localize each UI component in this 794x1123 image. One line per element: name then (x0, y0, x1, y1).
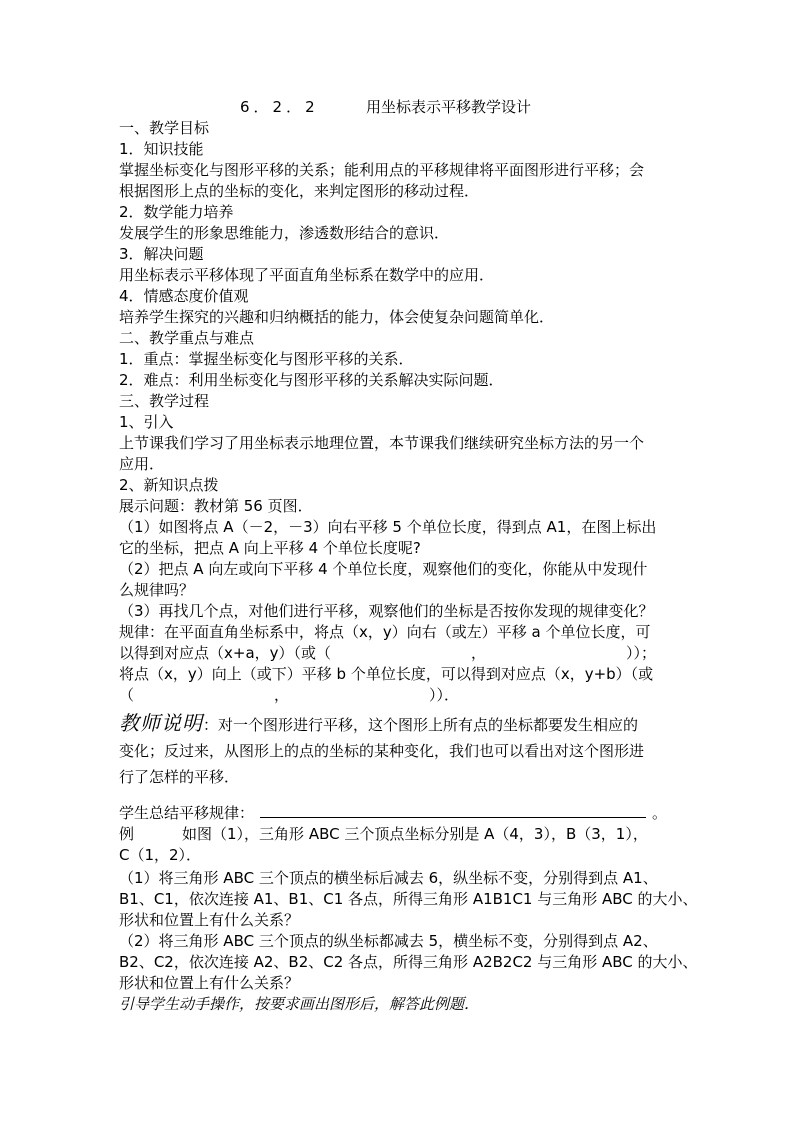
teacher-note-line-2: 变化；反过来，从图形上的点的坐标的某种变化，我们也可以看出对这个图形进 (119, 742, 645, 760)
question-1-line-1: （1）如图将点 A（－2，－3）向右平移 5 个单位长度，得到点 A1，在图上标出 (119, 518, 657, 536)
title-text: 用坐标表示平移教学设计 (366, 98, 532, 116)
subheading-problem-solving: 3．解决问题 (119, 245, 204, 263)
subheading-attitude: 4．情感态度价值观 (119, 287, 249, 305)
paragraph-intro-1: 上节课我们学习了用坐标表示地理位置，本节课我们继续研究坐标方法的另一个 (119, 434, 645, 452)
teacher-note-label: 教师说明 (119, 711, 203, 735)
example-part-2-line-2: B2、C2，依次连接 A2、B2、C2 各点，所得三角形 A2B2C2 与三角形 ABC 的大小、 (119, 953, 698, 971)
rule-line-4-start: （ (119, 686, 135, 704)
example-part-2-line-3: 形状和位置上有什么关系？ (119, 974, 300, 992)
step-intro-heading: 1、引入 (119, 413, 174, 431)
section-heading-process: 三、教学过程 (119, 392, 210, 410)
example-part-1-line-2: B1、C1，依次连接 A1、B1、C1 各点，所得三角形 A1B1C1 与三角形 ABC 的大小、 (119, 890, 698, 908)
key-point-2: 2．难点：利用坐标变化与图形平移的关系解决实际问题． (119, 371, 504, 389)
paragraph-problem-solving: 用坐标表示平移体现了平面直角坐标系在数学中的应用． (119, 266, 495, 284)
example-part-2-line-1: （2）将三角形 ABC 三个顶点的纵坐标都减去 5，横坐标不变，分别得到点 A2、 (119, 932, 658, 950)
teacher-note-text-1: ：对一个图形进行平移，这个图形上所有点的坐标都要发生相应的 (203, 716, 639, 734)
rule-line-3: 将点（x，y）向上（或下）平移 b 个单位长度，可以得到对应点（x，y+b）（或 (119, 665, 654, 683)
rule-line-2 (119, 643, 656, 664)
step-new-knowledge-heading: 2、新知识点拨 (119, 476, 219, 494)
paragraph-knowledge-1: 掌握坐标变化与图形平移的关系；能利用点的平移规律将平面图形进行平移；会 (119, 161, 645, 179)
student-summary-end: 。 (652, 804, 668, 822)
paragraph-math-ability: 发展学生的形象思维能力，渗透数形结合的意识． (119, 224, 450, 242)
paragraph-attitude: 培养学生探究的兴趣和归纳概括的能力，体会使复杂问题简单化． (119, 308, 555, 326)
rule-line-4-end: ））． (429, 686, 460, 704)
example-part-1-line-3: 形状和位置上有什么关系？ (119, 911, 300, 929)
rule-line-2-end: ））； (626, 644, 657, 662)
rule-line-2-comma: ， (471, 644, 487, 662)
question-2-line-2: 么规律吗？ (119, 581, 195, 599)
example-line-2: C（1，2）． (119, 846, 202, 864)
rule-line-1: 规律：在平面直角坐标系中，将点（x，y）向右（或左）平移 a 个单位长度，可 (119, 623, 651, 641)
subheading-knowledge: 1．知识技能 (119, 140, 204, 158)
rule-line-4 (119, 685, 459, 706)
question-2-line-1: （2）把点 A 向左或向下平移 4 个单位长度，观察他们的变化，你能从中发现什 (119, 560, 648, 578)
question-1-line-2: 它的坐标，把点 A 向上平移 4 个单位长度呢? (119, 539, 421, 557)
section-heading-key-points: 二、教学重点与难点 (119, 329, 255, 347)
paragraph-knowledge-2: 根据图形上点的坐标的变化，来判定图形的移动过程． (119, 182, 480, 200)
guidance-note: 引导学生动手操作，按要求画出图形后，解答此例题． (119, 995, 480, 1013)
section-heading-objectives: 一、教学目标 (119, 119, 210, 137)
title-number: 6．2．2 (240, 98, 319, 116)
example-line-1 (119, 824, 648, 845)
question-3: （3）再找几个点，对他们进行平移，观察他们的坐标是否按你发现的规律变化？ (119, 602, 654, 620)
example-text-1: 如图（1），三角形 ABC 三个顶点坐标分别是 A（4，3），B（3，1）， (182, 825, 648, 843)
paragraph-show-problem: 展示问题：教材第 56 页图． (119, 497, 313, 515)
example-part-1-line-1: （1）将三角形 ABC 三个顶点的横坐标后减去 6，纵坐标不变，分别得到点 A1、 (119, 869, 658, 887)
key-point-1: 1．重点：掌握坐标变化与图形平移的关系． (119, 350, 414, 368)
teacher-note-line-3: 行了怎样的平移． (119, 768, 240, 786)
student-summary-label: 学生总结平移规律： (119, 804, 255, 822)
subheading-math-ability: 2．数学能力培养 (119, 203, 234, 221)
rule-line-4-comma: ， (274, 686, 290, 704)
example-label: 例 (119, 825, 135, 843)
student-summary-line (119, 803, 667, 824)
rule-line-2-start: 以得到对应点（x+a，y）（或（ (119, 644, 332, 662)
teacher-note-line-1 (119, 710, 638, 738)
paragraph-intro-2: 应用． (119, 455, 165, 473)
document-title (240, 96, 531, 117)
summary-blank-underline (260, 803, 646, 818)
